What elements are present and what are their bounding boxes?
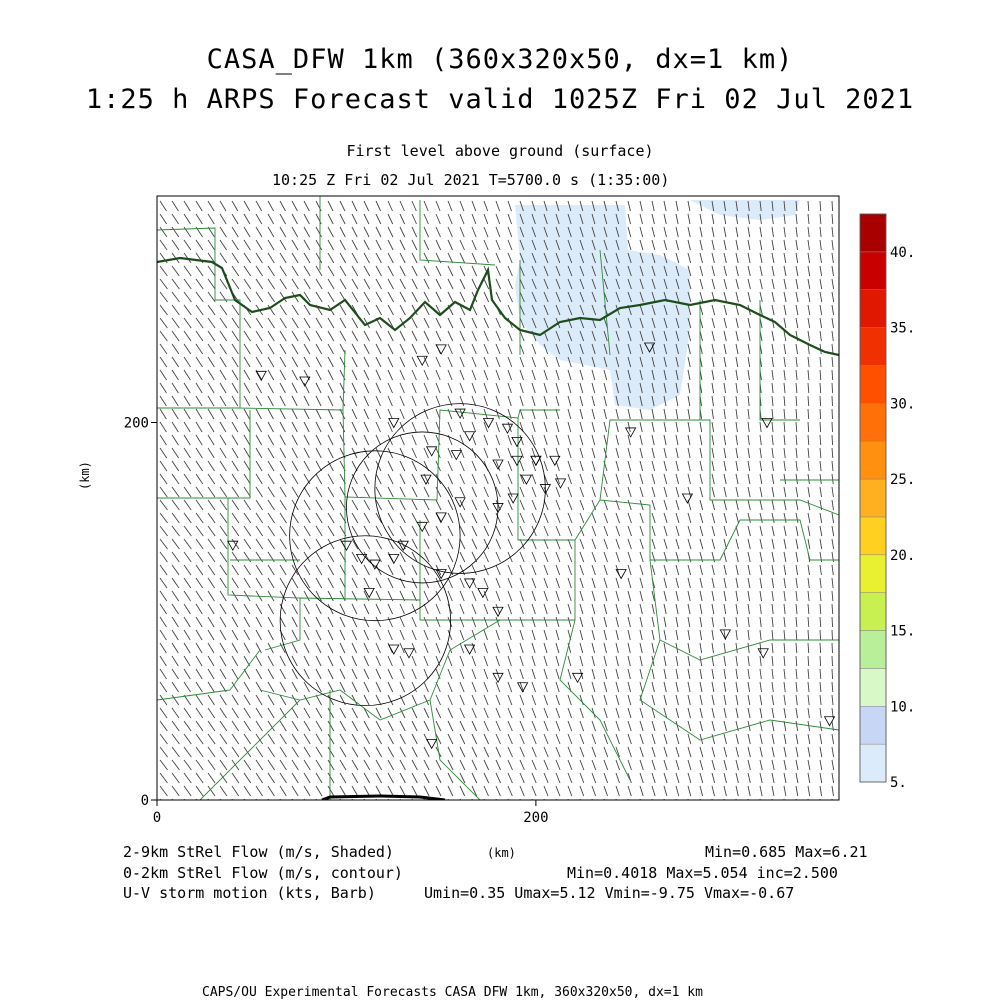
x-axis-label: (km) xyxy=(487,846,516,860)
colorbar-swatch xyxy=(860,706,886,744)
y-tick-label: 200 xyxy=(123,415,149,432)
colorbar-swatch xyxy=(860,593,886,631)
colorbar-tick-label: 15. xyxy=(890,623,916,640)
contour-stats: Min=0.4018 Max=5.054 inc=2.500 xyxy=(567,864,838,882)
storm-marker xyxy=(427,447,437,456)
colorbar-tick-label: 20. xyxy=(890,547,916,564)
chart-title-line1: CASA_DFW 1km (360x320x50, dx=1 km) xyxy=(206,44,794,75)
level-subtitle: First level above ground (surface) xyxy=(346,142,654,160)
colorbar-swatch xyxy=(860,555,886,593)
shaded-region-2 xyxy=(690,200,800,220)
storm-marker xyxy=(389,645,399,654)
colorbar-swatch xyxy=(860,328,886,366)
colorbar-tick-label: 10. xyxy=(890,699,916,716)
colorbar-swatch xyxy=(860,252,886,290)
storm-marker xyxy=(556,479,566,488)
credit-line: CAPS/OU Experimental Forecasts CASA DFW 1km, 360x320x50, dx=1 km xyxy=(202,985,703,1000)
colorbar-swatch xyxy=(860,214,886,252)
wind-barbs xyxy=(160,201,834,809)
storm-marker xyxy=(626,428,636,437)
storm-marker xyxy=(364,588,374,597)
storm-marker xyxy=(682,494,692,503)
chart-title-line2: 1:25 h ARPS Forecast valid 1025Z Fri 02 Jul 2021 xyxy=(85,84,915,115)
colorbar-swatch xyxy=(860,479,886,517)
storm-marker xyxy=(341,541,351,550)
storm-marker xyxy=(493,460,503,469)
shaded-region-1 xyxy=(515,205,690,410)
barb-legend-label: U-V storm motion (kts, Barb) xyxy=(123,884,376,902)
colorbar-tick-label: 35. xyxy=(890,320,916,337)
contour-legend-label: 0-2km StRel Flow (m/s, contour) xyxy=(123,864,403,882)
storm-marker xyxy=(465,432,475,441)
y-axis-label: (km) xyxy=(78,461,92,490)
storm-marker xyxy=(521,475,531,484)
colorbar-swatch xyxy=(860,744,886,782)
colorbar-swatch xyxy=(860,403,886,441)
colorbar-tick-label: 5. xyxy=(890,775,907,791)
colorbar-swatch xyxy=(860,290,886,328)
shaded-stats: Min=0.685 Max=6.21 xyxy=(705,843,868,861)
storm-marker xyxy=(370,560,380,569)
x-tick-label: 0 xyxy=(152,810,162,826)
storm-marker xyxy=(436,345,446,354)
storm-marker xyxy=(512,437,522,446)
storm-marker xyxy=(512,456,522,465)
storm-marker xyxy=(421,475,431,484)
colorbar-swatch xyxy=(860,668,886,706)
colorbar-swatch xyxy=(860,631,886,669)
storm-marker xyxy=(427,739,437,748)
storm-marker xyxy=(508,494,518,503)
storm-marker xyxy=(451,451,461,460)
colorbar-swatch xyxy=(860,517,886,555)
y-tick-label: 0 xyxy=(140,793,149,809)
colorbar-swatch xyxy=(860,441,886,479)
x-tick-label: 200 xyxy=(523,810,549,826)
colorbar-tick-label: 30. xyxy=(890,396,916,413)
storm-marker xyxy=(436,513,446,522)
colorbar-tick-label: 25. xyxy=(890,472,916,489)
time-info: 10:25 Z Fri 02 Jul 2021 T=5700.0 s (1:35:00) xyxy=(272,171,670,189)
barb-stats: Umin=0.35 Umax=5.12 Vmin=-9.75 Vmax=-0.67 xyxy=(424,884,795,902)
colorbar-swatch xyxy=(860,365,886,403)
colorbar-tick-label: 40. xyxy=(890,244,916,261)
storm-marker xyxy=(573,673,583,682)
contour-circle-1 xyxy=(290,451,461,621)
storm-marker xyxy=(825,717,835,726)
shaded-legend-label: 2-9km StRel Flow (m/s, Shaded) xyxy=(123,843,394,861)
storm-marker xyxy=(455,498,465,507)
storm-marker xyxy=(357,554,367,563)
storm-marker xyxy=(550,456,560,465)
